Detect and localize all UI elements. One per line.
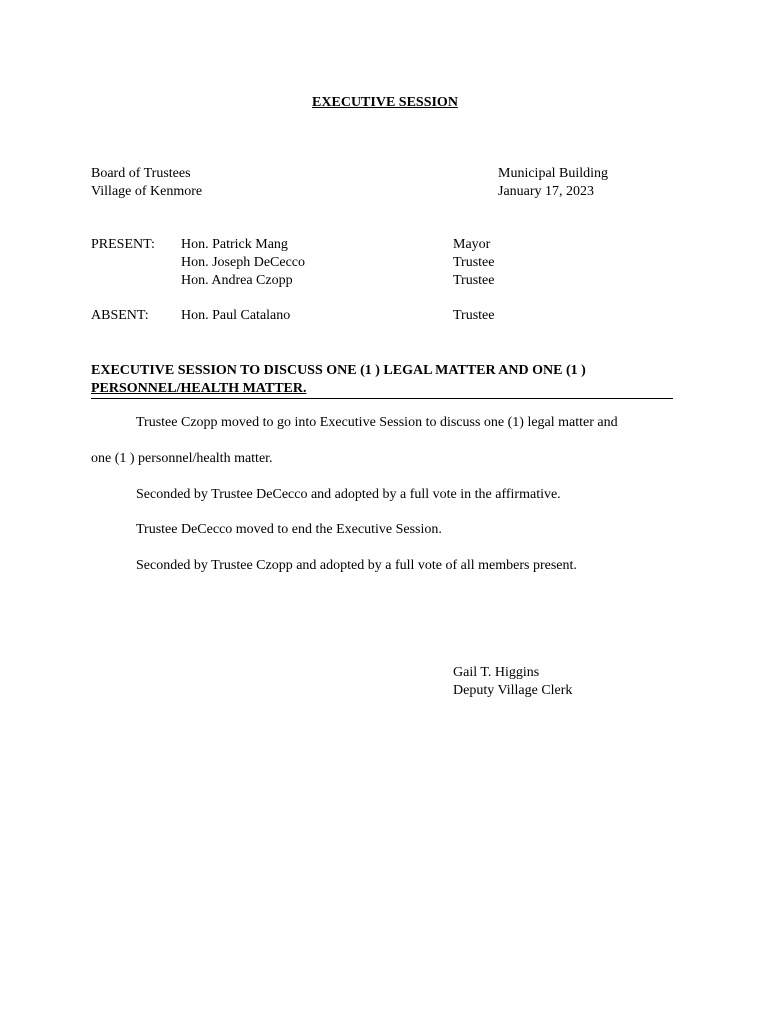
document-title: EXECUTIVE SESSION	[312, 95, 458, 110]
absent-label: ABSENT:	[91, 308, 149, 323]
signer-title: Deputy Village Clerk	[453, 683, 573, 698]
section-heading-line2: PERSONNEL/HEALTH MATTER.	[91, 380, 673, 399]
board-name: Board of Trustees	[91, 166, 191, 181]
meeting-location: Municipal Building	[498, 166, 609, 181]
header-left	[91, 165, 202, 201]
attendee-role: Mayor	[453, 237, 491, 252]
attendee-name: Hon. Patrick Mang	[181, 237, 288, 252]
paragraph-motion-line2: one (1 ) personnel/health matter.	[91, 451, 273, 466]
paragraph-motion-line1: Trustee Czopp moved to go into Executive Session to discuss one (1) legal matter and	[136, 415, 618, 430]
header-right	[498, 165, 608, 201]
signature-block	[453, 664, 572, 700]
present-roles	[453, 236, 495, 290]
absent-role: Trustee	[453, 308, 495, 323]
meeting-date: January 17, 2023	[498, 184, 595, 199]
paragraph-end-second: Seconded by Trustee Czopp and adopted by a full vote of all members present.	[136, 558, 577, 573]
attendee-name: Hon. Andrea Czopp	[181, 273, 293, 288]
attendee-role: Trustee	[453, 255, 495, 270]
attendee-role: Trustee	[453, 273, 495, 288]
attendee-name: Hon. Joseph DeCecco	[181, 255, 306, 270]
signer-name: Gail T. Higgins	[453, 665, 540, 680]
absent-name: Hon. Paul Catalano	[181, 308, 291, 323]
paragraph-end-motion: Trustee DeCecco moved to end the Executive Session.	[136, 522, 442, 537]
section-heading-line1: EXECUTIVE SESSION TO DISCUSS ONE (1 ) LEGAL MATTER AND ONE (1 )	[91, 363, 586, 378]
village-name: Village of Kenmore	[91, 184, 203, 199]
present-label: PRESENT:	[91, 237, 155, 252]
section-heading	[91, 362, 673, 399]
paragraph-second: Seconded by Trustee DeCecco and adopted by a full vote in the affirmative.	[136, 487, 561, 502]
present-names	[181, 236, 305, 290]
